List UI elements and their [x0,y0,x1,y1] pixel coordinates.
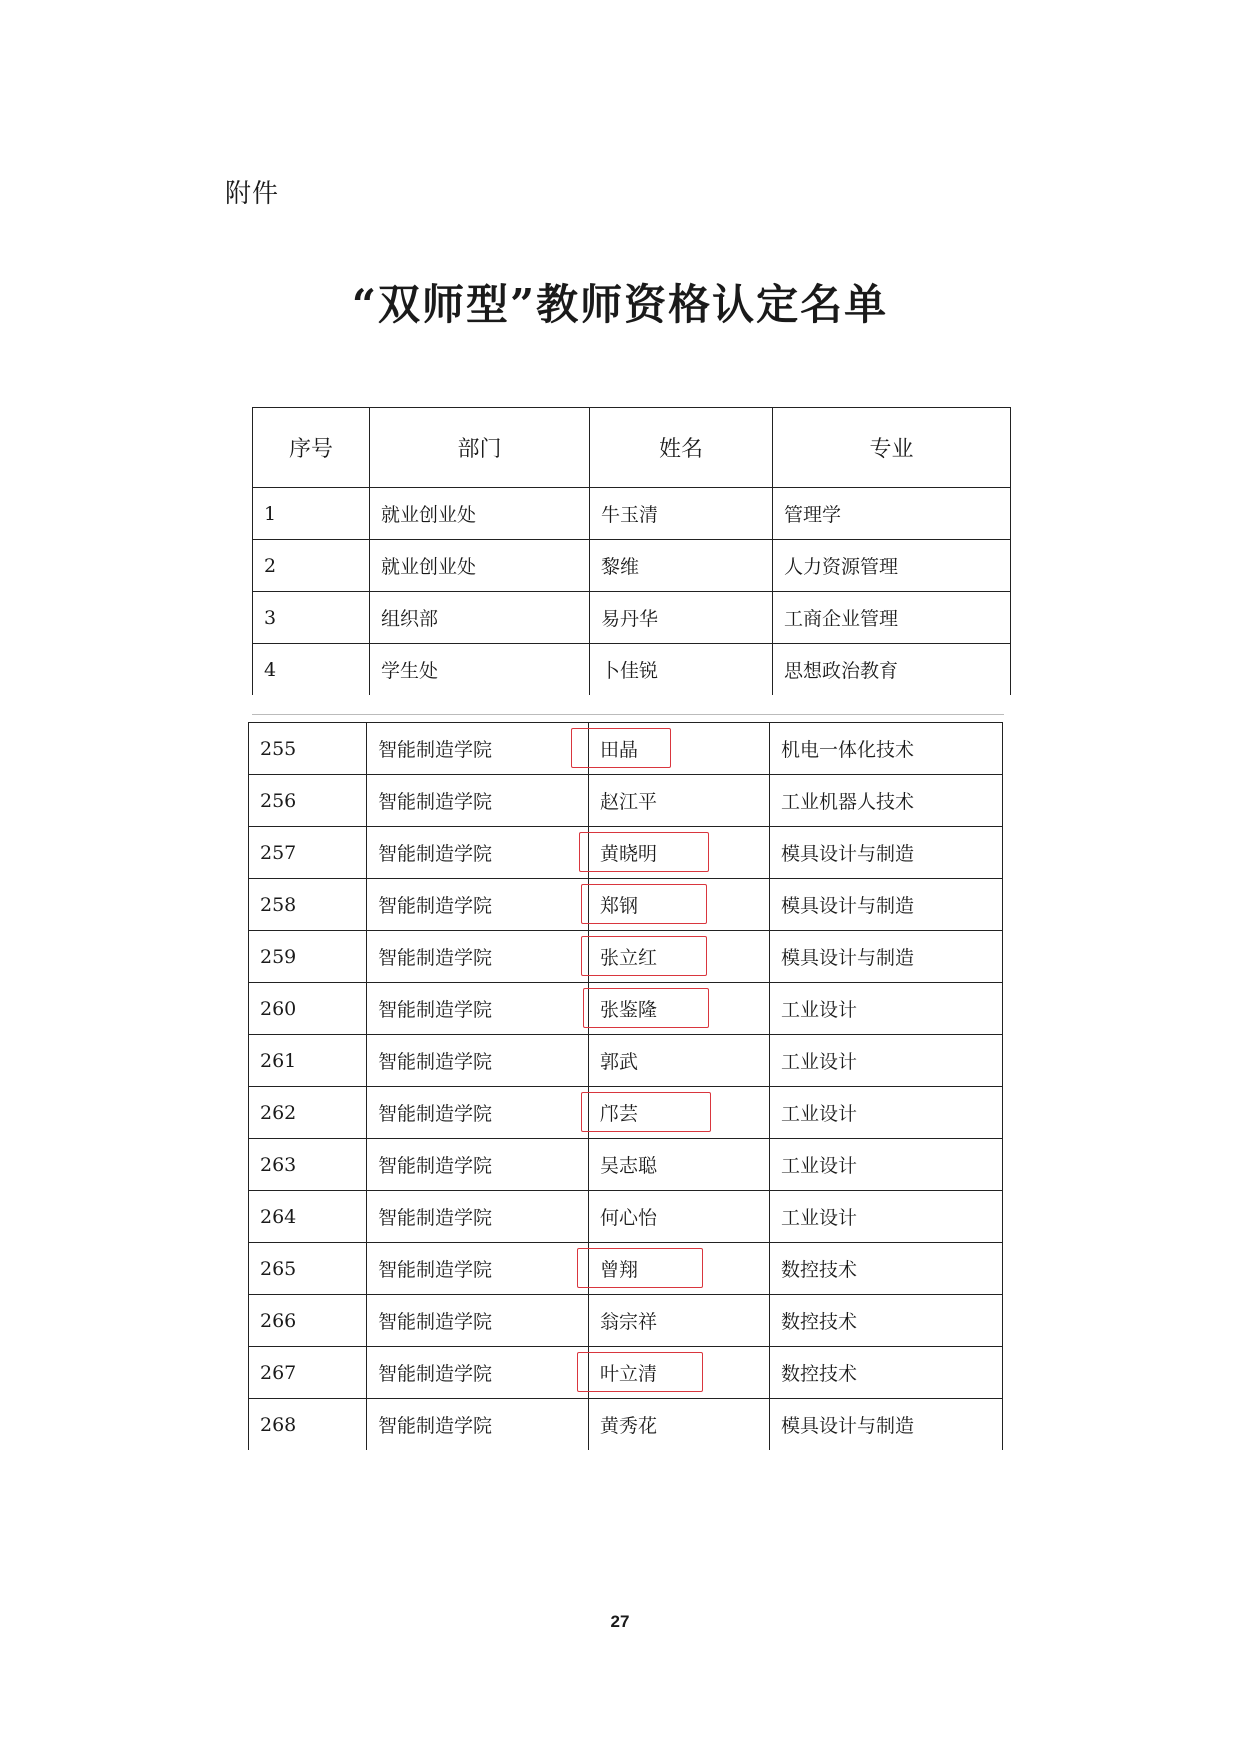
cell-major-text: 模具设计与制造 [781,843,915,865]
cell-department [367,931,589,983]
cell-name: 卜佳锐 [590,644,773,696]
cell-index [249,1035,367,1087]
cell-index [249,879,367,931]
cell-name [589,1035,770,1087]
cell-index-text: 263 [260,1153,297,1176]
cell-department-text: 智能制造学院 [378,1415,493,1437]
cell-major: 人力资源管理 [773,540,1011,592]
cell-department-text: 智能制造学院 [378,1051,493,1073]
cell-major-text: 模具设计与制造 [781,947,915,969]
cell-name [589,931,770,983]
cell-department-text: 智能制造学院 [378,791,493,813]
cell-index [249,775,367,827]
cell-department [367,723,589,775]
cell-index [249,931,367,983]
cell-name [589,1295,770,1347]
table-row [249,827,1003,879]
attachment-label: 附件 [225,179,280,209]
cell-index-text: 267 [260,1361,297,1384]
cell-index: 2 [253,540,370,592]
cell-department-text: 智能制造学院 [378,999,493,1021]
table-row [249,1035,1003,1087]
cell-department [367,1139,589,1191]
table-row [249,879,1003,931]
cell-major: 管理学 [773,488,1011,540]
cell-name-text: 郑钢 [600,895,639,917]
cell-department [367,1191,589,1243]
cell-name-text: 邝芸 [600,1103,639,1125]
cell-major-text: 模具设计与制造 [781,895,915,917]
cell-major [770,1399,1003,1451]
cell-index: 4 [253,644,370,696]
cell-department [367,1399,589,1451]
cell-major-text: 工业设计 [781,1103,858,1125]
cell-index [249,827,367,879]
header-name: 姓名 [590,408,773,488]
cell-name [589,1347,770,1399]
cell-name [589,723,770,775]
table-row [249,931,1003,983]
table-row [249,723,1003,775]
cell-name-text: 曾翔 [600,1259,639,1281]
cell-major-text: 数控技术 [781,1259,858,1281]
cell-department: 就业创业处 [370,540,590,592]
cell-name-text: 黄秀花 [600,1415,658,1437]
table-cut-divider [252,714,1004,715]
table-row [249,1087,1003,1139]
document-title: “双师型”教师资格认定名单 [351,280,889,329]
cell-name [589,1399,770,1451]
cell-index-text: 258 [260,893,297,916]
roster-table-top [252,407,1011,695]
cell-major-text: 模具设计与制造 [781,1415,915,1437]
table-row [249,1399,1003,1451]
table-row [253,540,1011,592]
cell-index [249,1191,367,1243]
cell-name-text: 吴志聪 [600,1155,658,1177]
cell-department-text: 智能制造学院 [378,1311,493,1333]
cell-department-text: 智能制造学院 [378,1103,493,1125]
cell-department-text: 智能制造学院 [378,739,493,761]
cell-index-text: 256 [260,789,297,812]
table-row [249,1295,1003,1347]
cell-index-text: 265 [260,1257,297,1280]
cell-major [770,723,1003,775]
cell-index: 1 [253,488,370,540]
roster-table-bottom [248,722,1003,1450]
cell-department-text: 智能制造学院 [378,843,493,865]
cell-index-text: 264 [260,1205,297,1228]
cell-index-text: 257 [260,841,297,864]
table-row [253,592,1011,644]
cell-name: 易丹华 [590,592,773,644]
cell-name-text: 翁宗祥 [600,1311,658,1333]
cell-index [249,723,367,775]
cell-department [367,1295,589,1347]
cell-major-text: 机电一体化技术 [781,739,915,761]
cell-name-text: 郭武 [600,1051,639,1073]
cell-major [770,983,1003,1035]
cell-department [367,1347,589,1399]
cell-major-text: 工业机器人技术 [781,791,915,813]
cell-name [589,1087,770,1139]
header-major: 专业 [773,408,1011,488]
page-number: 27 [610,1612,630,1631]
cell-major-text: 数控技术 [781,1363,858,1385]
cell-department: 就业创业处 [370,488,590,540]
cell-major-text: 工业设计 [781,999,858,1021]
highlight-box [577,1248,703,1288]
cell-name-text: 赵江平 [600,791,658,813]
cell-index-text: 268 [260,1413,297,1436]
cell-department [367,1087,589,1139]
cell-department [367,983,589,1035]
header-department: 部门 [370,408,590,488]
cell-index-text: 255 [260,737,297,760]
cell-index [249,1243,367,1295]
cell-major-text: 工业设计 [781,1155,858,1177]
cell-major: 思想政治教育 [773,644,1011,696]
cell-major [770,1295,1003,1347]
cell-major [770,931,1003,983]
cell-major [770,775,1003,827]
cell-department [367,879,589,931]
cell-index [249,1087,367,1139]
cell-name-text: 叶立清 [600,1363,658,1385]
cell-major-text: 数控技术 [781,1311,858,1333]
cell-index: 3 [253,592,370,644]
cell-department-text: 智能制造学院 [378,1363,493,1385]
cell-name-text: 张鉴隆 [600,999,658,1021]
cell-name [589,1191,770,1243]
table-row [249,1191,1003,1243]
cell-major-text: 工业设计 [781,1207,858,1229]
cell-major [770,827,1003,879]
table-row [253,488,1011,540]
cell-name [589,775,770,827]
cell-index-text: 262 [260,1101,297,1124]
cell-department [367,827,589,879]
cell-major [770,1243,1003,1295]
cell-major: 工商企业管理 [773,592,1011,644]
cell-major [770,1191,1003,1243]
cell-name [589,1139,770,1191]
cell-name [589,827,770,879]
cell-name-text: 田晶 [600,739,639,761]
header-index: 序号 [253,408,370,488]
cell-name [589,1243,770,1295]
cell-department-text: 智能制造学院 [378,1207,493,1229]
table-header-row [253,408,1011,488]
table-row [249,1243,1003,1295]
table-row [249,1347,1003,1399]
cell-department [367,775,589,827]
cell-major [770,879,1003,931]
cell-index [249,1139,367,1191]
cell-name [589,879,770,931]
cell-index-text: 261 [260,1049,297,1072]
cell-major-text: 工业设计 [781,1051,858,1073]
cell-department-text: 智能制造学院 [378,1259,493,1281]
cell-major [770,1139,1003,1191]
cell-name-text: 黄晓明 [600,843,658,865]
cell-index-text: 266 [260,1309,297,1332]
cell-index [249,1295,367,1347]
cell-index [249,1347,367,1399]
cell-index [249,1399,367,1451]
cell-name [589,983,770,1035]
cell-name-text: 张立红 [600,947,658,969]
cell-name: 牛玉清 [590,488,773,540]
cell-department-text: 智能制造学院 [378,1155,493,1177]
table-row [249,983,1003,1035]
cell-department-text: 智能制造学院 [378,895,493,917]
cell-index-text: 260 [260,997,297,1020]
cell-department-text: 智能制造学院 [378,947,493,969]
cell-major [770,1347,1003,1399]
cell-major [770,1087,1003,1139]
cell-name: 黎维 [590,540,773,592]
table-row [249,775,1003,827]
cell-department [367,1035,589,1087]
cell-index-text: 259 [260,945,297,968]
cell-index [249,983,367,1035]
cell-department: 学生处 [370,644,590,696]
cell-name-text: 何心怡 [600,1207,658,1229]
table-row [249,1139,1003,1191]
cell-department: 组织部 [370,592,590,644]
cell-major [770,1035,1003,1087]
cell-department [367,1243,589,1295]
table-row [253,644,1011,696]
